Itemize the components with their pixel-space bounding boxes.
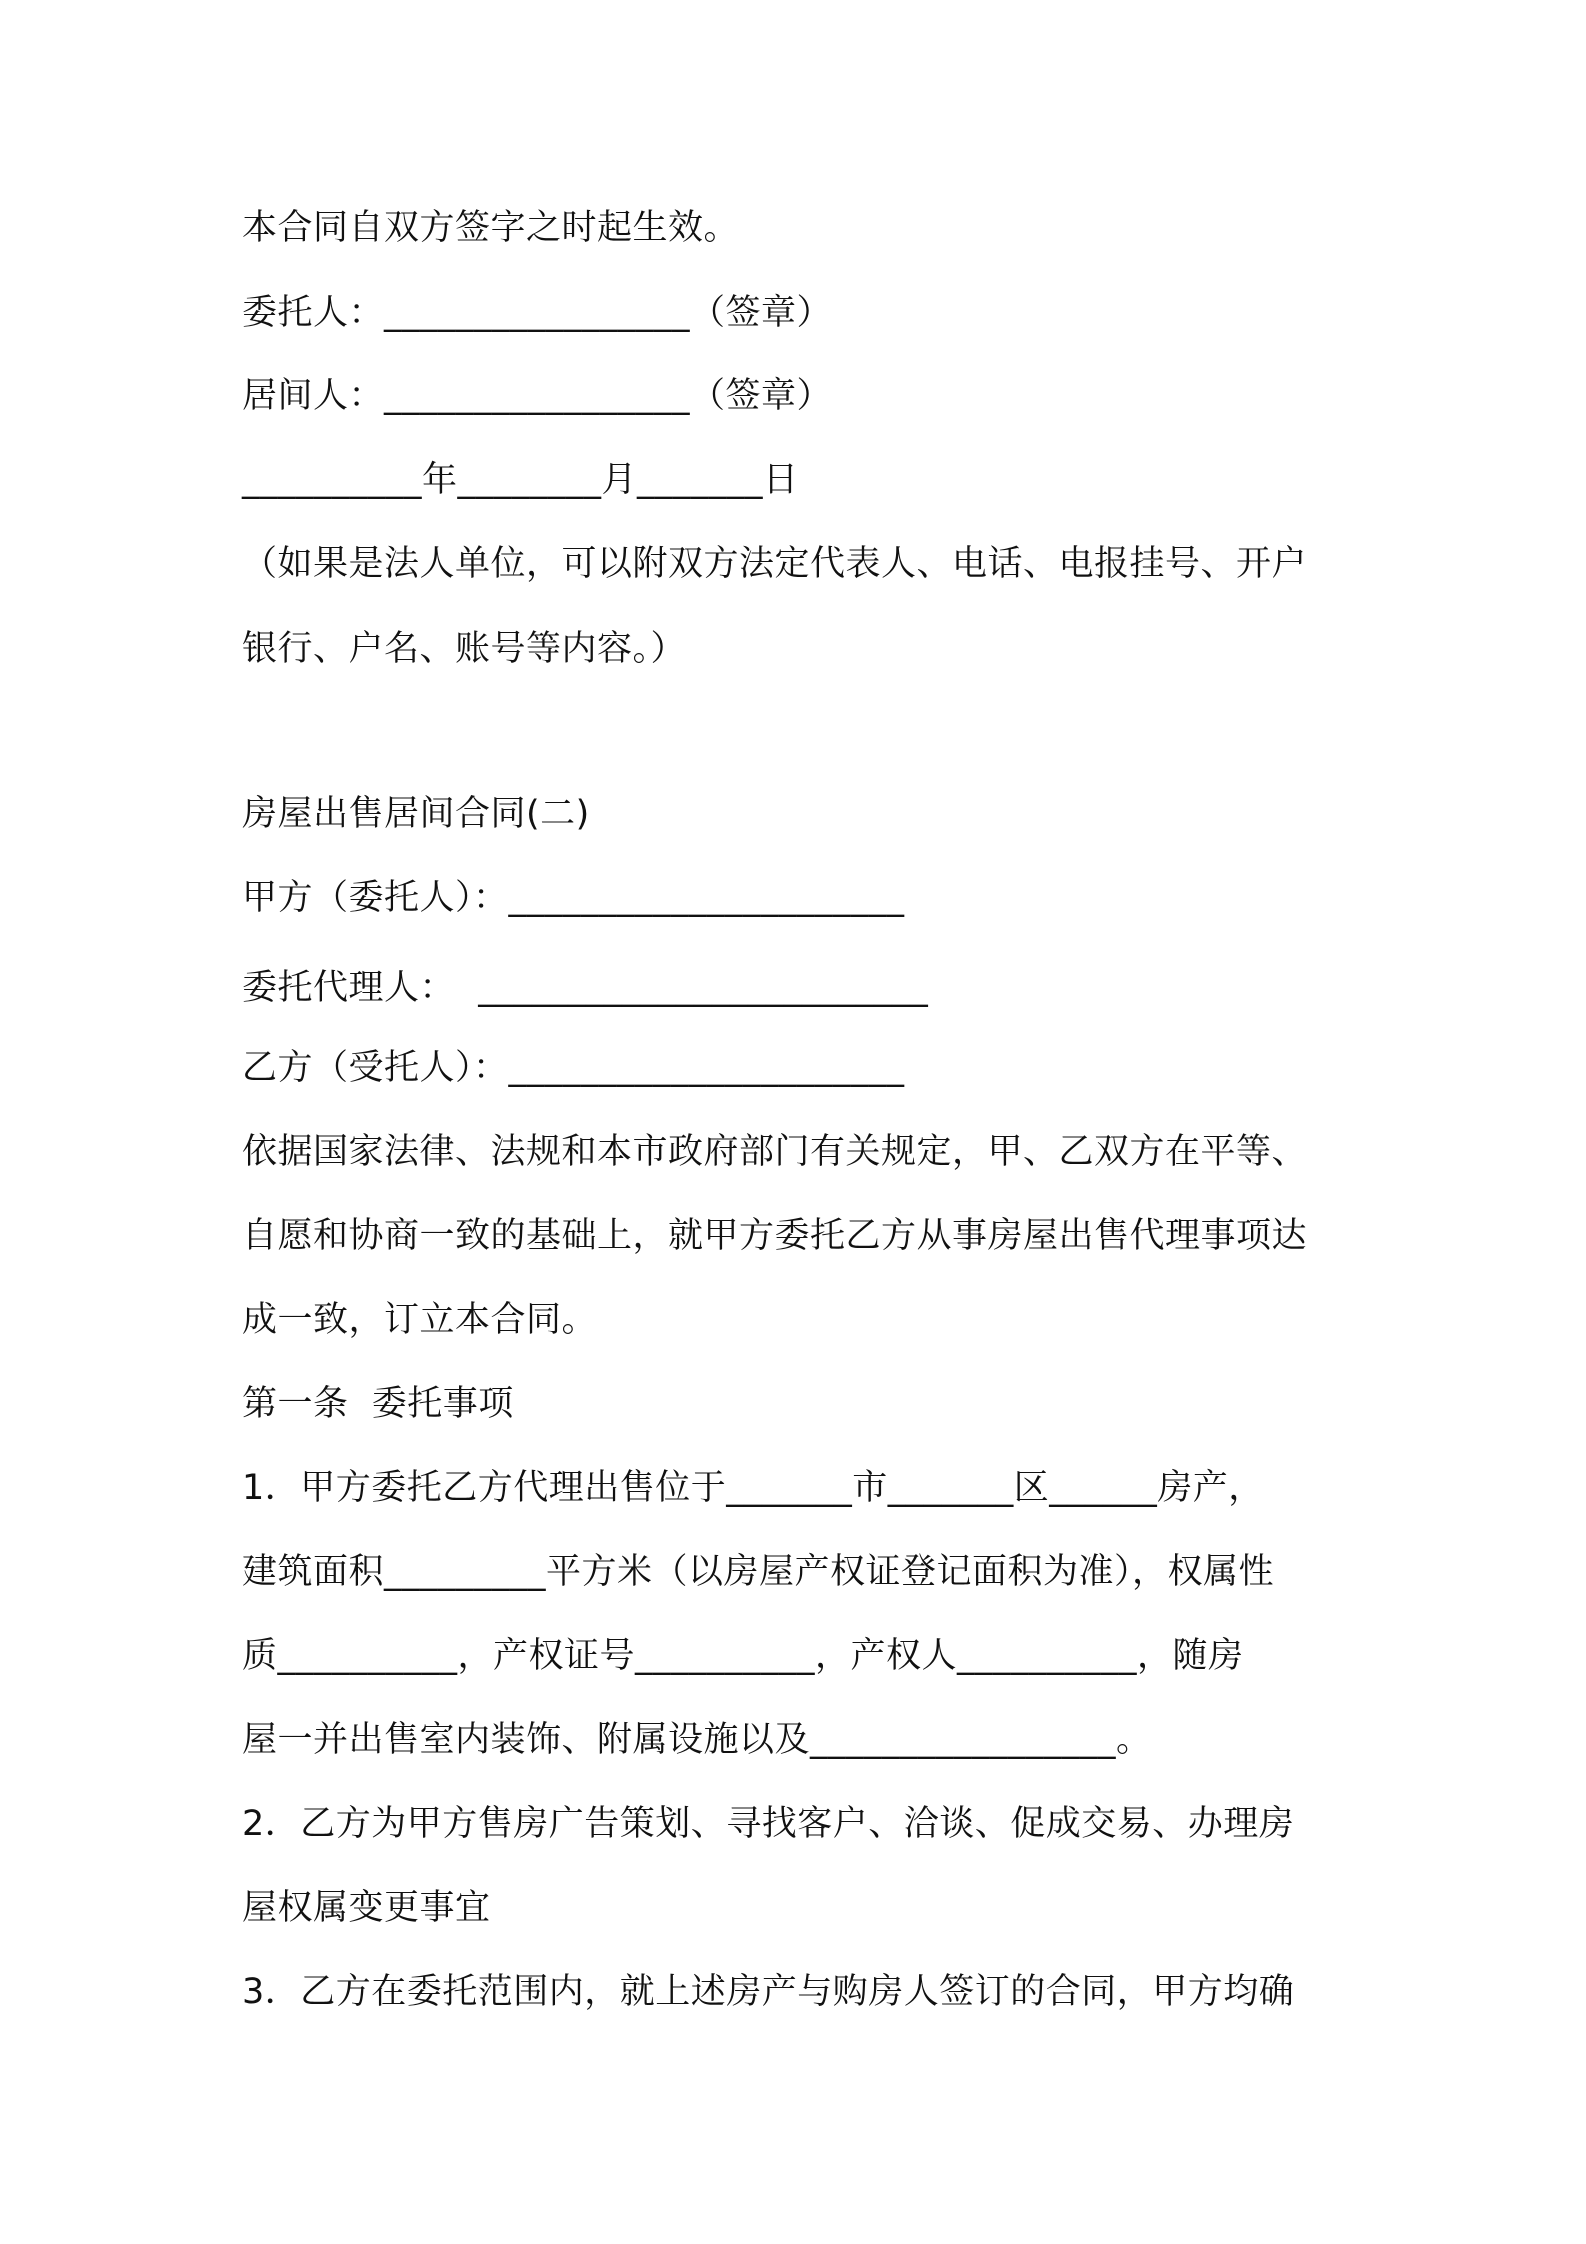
note-line-2: 银行、户名、账号等内容。） [242,629,687,669]
clause-1-line-3: 质__________，产权证号__________，产权人__________，随房 [242,1636,1244,1676]
effective-clause: 本合同自双方签字之时起生效。 [242,208,740,248]
preamble-line-2: 自愿和协商一致的基础上，就甲方委托乙方从事房屋出售代理事项达 [242,1216,1308,1256]
date-line: __________年________月_______日 [242,460,799,500]
clause-3-line-1: 3．乙方在委托范围内，就上述房产与购房人签订的合同，甲方均确 [242,1972,1295,2012]
agent-line: 委托代理人： _________________________ [242,968,929,1008]
intermediary-signature-line: 居间人：_________________（签章） [242,376,833,416]
client-signature-line: 委托人：_________________（签章） [242,293,833,333]
note-line-1: （如果是法人单位，可以附双方法定代表人、电话、电报挂号、开户 [242,544,1308,584]
party-b-line: 乙方（受托人）：______________________ [242,1048,905,1088]
party-a-line: 甲方（委托人）：______________________ [242,878,905,918]
preamble-line-1: 依据国家法律、法规和本市政府部门有关规定，甲、乙双方在平等、 [242,1132,1308,1172]
clause-2-line-1: 2．乙方为甲方售房广告策划、寻找客户、洽谈、促成交易、办理房 [242,1804,1295,1844]
preamble-line-3: 成一致，订立本合同。 [242,1300,598,1340]
contract-title: 房屋出售居间合同(二) [242,794,590,834]
clause-2-line-2: 屋权属变更事宜 [242,1888,491,1928]
clause-1-line-2: 建筑面积_________平方米（以房屋产权证登记面积为准），权属性 [242,1552,1275,1592]
clause-1-line-4: 屋一并出售室内装饰、附属设施以及_________________。 [242,1720,1152,1760]
clause-1-line-1: 1．甲方委托乙方代理出售位于_______市_______区______房产， [242,1468,1264,1508]
article-1-heading: 第一条 委托事项 [242,1384,514,1424]
